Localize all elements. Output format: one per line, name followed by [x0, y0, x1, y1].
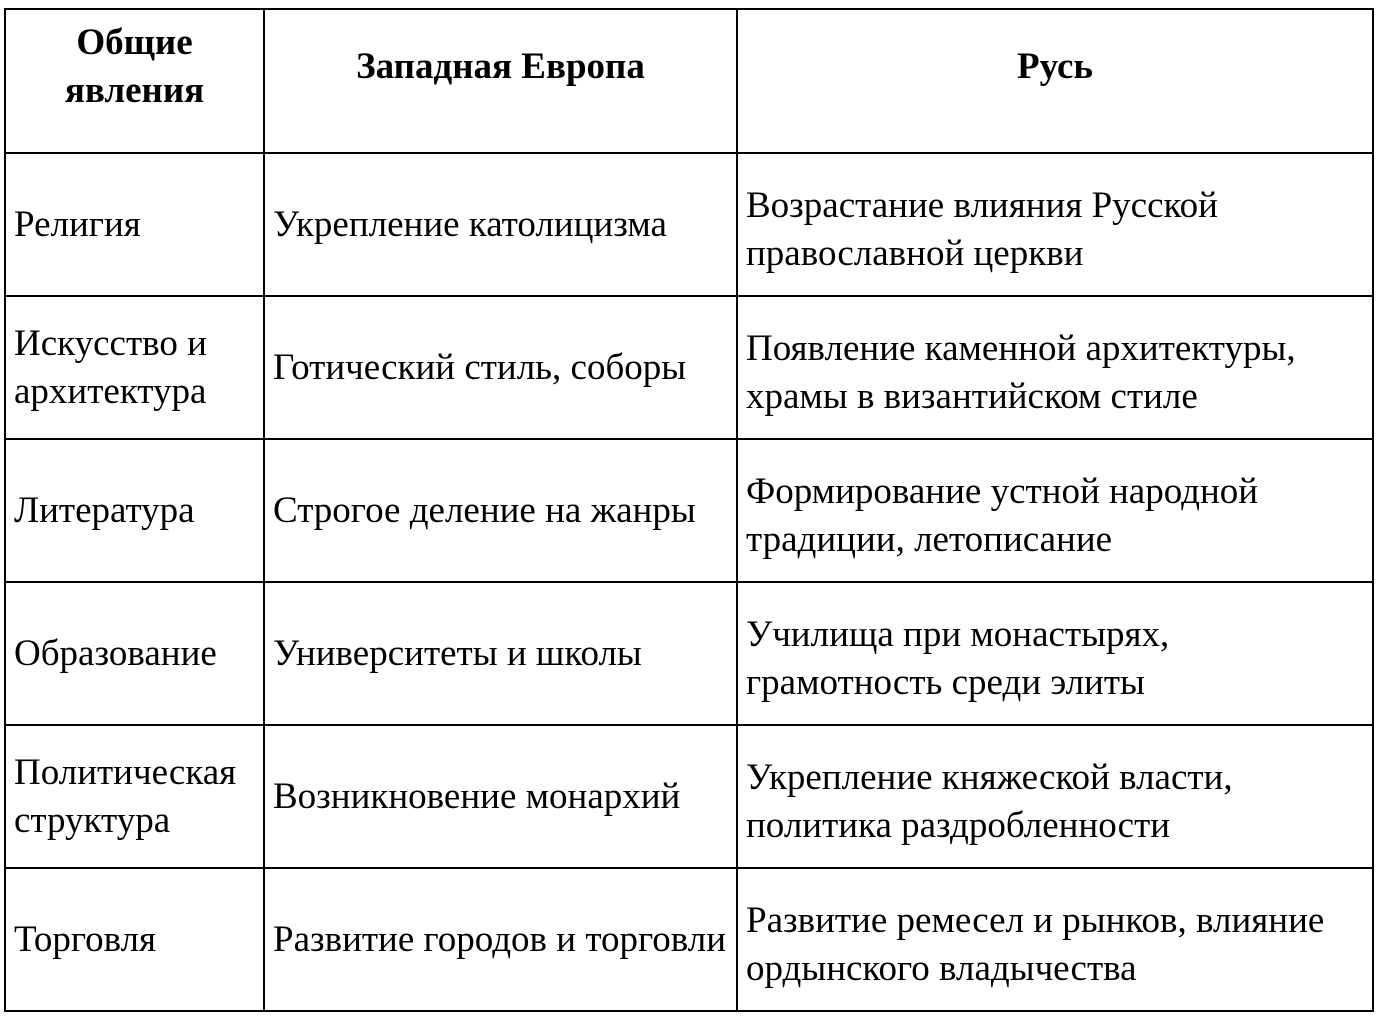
rus-cell: Развитие ремесел и рынков, влияние ордынского владычества	[737, 868, 1373, 1011]
table-row	[5, 296, 1373, 439]
table-row	[5, 582, 1373, 725]
header-phenomena: Общие явления	[5, 9, 264, 153]
rus-cell: Укрепление княжеской власти, политика раздробленности	[737, 725, 1373, 868]
category-cell: Образование	[5, 582, 264, 725]
category-cell: Литература	[5, 439, 264, 582]
table-row	[5, 868, 1373, 1011]
rus-cell: Появление каменной архитектуры, храмы в византийском стиле	[737, 296, 1373, 439]
table-header-row	[5, 9, 1373, 153]
header-rus: Русь	[737, 9, 1373, 153]
western-europe-cell: Университеты и школы	[264, 582, 737, 725]
rus-cell: Училища при монастырях, грамотность среди элиты	[737, 582, 1373, 725]
category-cell: Торговля	[5, 868, 264, 1011]
rus-cell: Формирование устной народной традиции, летописание	[737, 439, 1373, 582]
rus-cell: Возрастание влияния Русской православной церкви	[737, 153, 1373, 296]
table-row	[5, 439, 1373, 582]
western-europe-cell: Укрепление католицизма	[264, 153, 737, 296]
category-cell: Политическая структура	[5, 725, 264, 868]
table-row	[5, 153, 1373, 296]
table-row	[5, 725, 1373, 868]
western-europe-cell: Развитие городов и торговли	[264, 868, 737, 1011]
header-western-europe: Западная Европа	[264, 9, 737, 153]
western-europe-cell: Возникновение монархий	[264, 725, 737, 868]
western-europe-cell: Готический стиль, соборы	[264, 296, 737, 439]
western-europe-cell: Строгое деление на жанры	[264, 439, 737, 582]
category-cell: Искусство и архитектура	[5, 296, 264, 439]
comparison-table	[4, 8, 1374, 1012]
category-cell: Религия	[5, 153, 264, 296]
